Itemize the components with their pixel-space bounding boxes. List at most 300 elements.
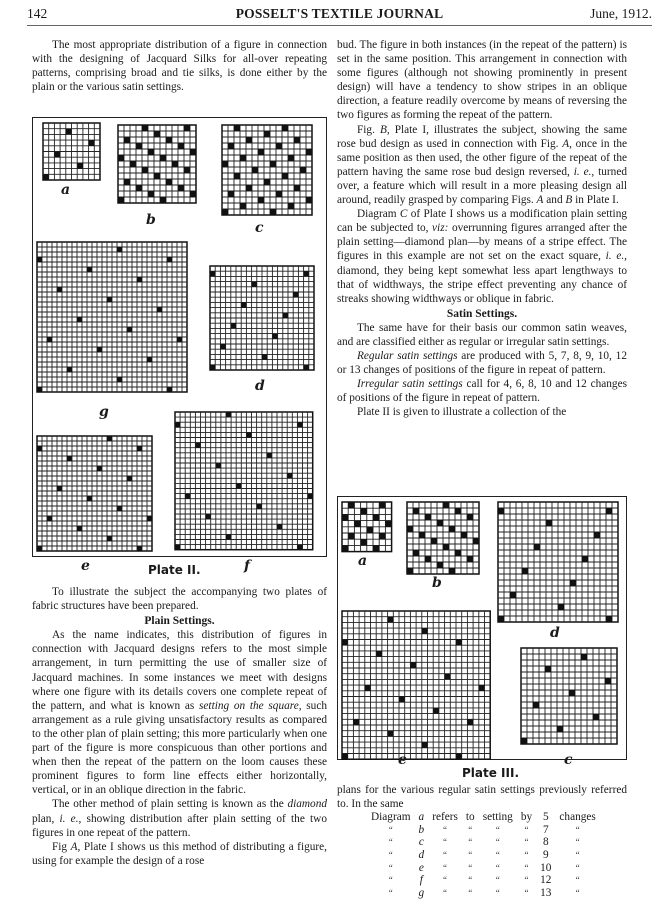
satin-point — [252, 167, 258, 173]
left-column-body — [32, 585, 327, 868]
diagram-cell-prefix: “ — [388, 824, 393, 835]
diagram-cell-letter: g — [418, 886, 425, 899]
satin-point — [54, 152, 60, 158]
satin-point — [47, 516, 52, 521]
satin-point — [97, 466, 102, 471]
diagram-label-b: b — [432, 575, 442, 591]
diagram-cell-prefix: Diagram — [371, 811, 411, 824]
diagram-cell-w3: “ — [495, 887, 500, 898]
satin-point — [37, 257, 42, 262]
satin-point — [184, 125, 190, 131]
satin-point — [455, 550, 461, 556]
diagram-label-c: c — [564, 752, 573, 768]
satin-point — [240, 203, 246, 209]
satin-point — [178, 185, 184, 191]
satin-point — [148, 149, 154, 155]
diagram-cell-letter: d — [418, 848, 425, 861]
satin-point — [367, 527, 373, 533]
diagram-cell-letter: e — [418, 861, 424, 874]
satin-point — [137, 446, 142, 451]
satin-point — [234, 125, 240, 131]
satin-point — [431, 538, 437, 544]
diagram-cell-unit: “ — [575, 824, 580, 835]
satin-point — [206, 514, 211, 519]
diagram-cell-w1: “ — [443, 837, 448, 848]
satin-point — [210, 271, 215, 276]
satin-point — [510, 592, 516, 598]
satin-point — [342, 514, 348, 520]
satin-point — [77, 526, 82, 531]
satin-point — [473, 538, 479, 544]
satin-point — [124, 137, 130, 143]
satin-point — [252, 282, 257, 287]
satin-point — [210, 365, 215, 370]
emphasis: i. e., — [59, 812, 82, 825]
text-run: Fig. — [357, 123, 380, 136]
satin-point — [190, 149, 196, 155]
satin-point — [373, 545, 379, 551]
satin-point — [422, 628, 428, 634]
diagram-cell-w2: “ — [468, 862, 473, 873]
diagram-cell-w3: setting — [482, 811, 513, 824]
satin-diagram-a — [341, 501, 393, 553]
page-number: 142 — [27, 6, 48, 21]
satin-point — [419, 532, 425, 538]
satin-point — [288, 155, 294, 161]
paragraph: bud. The figure in both instances (in the repeat of the pattern) is set in the same position. This arrangement in connection with some figures (although not showing prominently in present design) will have a tendency to show stripes in an oblique direction, a feature readily overcome by means of reversing the two figures as forming the repeat of the pattern. — [337, 39, 627, 122]
paragraph — [337, 377, 627, 405]
satin-point — [498, 616, 504, 622]
diagram-cell-num: 7 — [542, 823, 549, 836]
emphasis: Regular satin settings — [357, 350, 458, 363]
satin-point — [118, 155, 124, 161]
satin-point — [137, 546, 142, 551]
satin-point — [127, 327, 132, 332]
satin-point — [437, 562, 443, 568]
diagram-cell-w4: by — [520, 811, 533, 824]
text-run: diamond, they being kept somewhat less apart lengthways to that of widthways, the stripe effect preventing any chance of streaks showing widthways or oblique in fabric. — [337, 264, 627, 305]
satin-point — [262, 354, 267, 359]
satin-point — [226, 534, 231, 539]
satin-point — [288, 203, 294, 209]
satin-point — [407, 568, 413, 574]
satin-point — [118, 197, 124, 203]
satin-point — [175, 422, 180, 427]
satin-point — [67, 367, 72, 372]
satin-point — [154, 173, 160, 179]
satin-point — [175, 545, 180, 550]
satin-point — [306, 197, 312, 203]
emphasis: Irregular satin settings — [357, 378, 463, 391]
header-rule — [27, 25, 652, 26]
satin-point — [216, 463, 221, 468]
paragraph — [337, 123, 627, 208]
diagram-cell-letter: f — [419, 874, 423, 887]
satin-point — [534, 544, 540, 550]
satin-point — [195, 443, 200, 448]
text-run: in Plate I. — [572, 194, 619, 207]
diagram-label-a: a — [358, 553, 368, 569]
satin-point — [117, 377, 122, 382]
satin-point — [456, 754, 462, 760]
section-heading-plain-settings: Plain Settings. — [144, 615, 215, 628]
satin-point — [581, 654, 587, 660]
diagram-cell-w1: “ — [443, 862, 448, 873]
diagram-cell-w2: “ — [468, 875, 473, 886]
satin-point — [413, 550, 419, 556]
paragraph: To illustrate the subject the accompanying two plates of fabric structures have been prepared. — [32, 586, 327, 613]
satin-point — [234, 173, 240, 179]
text-run: Plate I shows us this method of distributing a figure, using for example the design of a rose — [32, 840, 327, 867]
satin-point — [184, 167, 190, 173]
diagram-cell-w2: “ — [468, 887, 473, 898]
emphasis: A — [536, 194, 544, 207]
satin-point — [87, 267, 92, 272]
text-run: once in the same position as then used, the other figure of the repeat of the pattern having the same rose bud design reversed, — [337, 137, 627, 178]
satin-diagram-f — [174, 411, 314, 551]
satin-point — [258, 149, 264, 155]
paragraph: The most appropriate distribution of a figure in connection with the designing of Jacquard Silks for all-over repeating patterns, comprising broad and tie silks, is done either by the plain or the various satin settings. — [32, 39, 327, 94]
paragraph: Plate II is given to illustrate a collection of the — [357, 406, 567, 419]
diagram-label-e: e — [81, 558, 90, 574]
satin-point — [57, 287, 62, 292]
diagram-cell-unit: “ — [575, 887, 580, 898]
satin-point — [177, 337, 182, 342]
emphasis: viz: — [432, 222, 449, 235]
satin-point — [267, 453, 272, 458]
satin-point — [241, 302, 246, 307]
satin-point — [467, 514, 473, 520]
emphasis: B — [565, 194, 573, 207]
text-run: Fig — [52, 840, 71, 853]
satin-point — [97, 347, 102, 352]
satin-point — [287, 473, 292, 478]
satin-point — [461, 532, 467, 538]
emphasis: i. e., — [573, 165, 595, 178]
satin-point — [258, 197, 264, 203]
satin-point — [294, 137, 300, 143]
satin-point — [443, 544, 449, 550]
paragraph: plans for the various regular satin settings previously referred to. In the same — [337, 784, 627, 811]
diagram-cell-w1: “ — [443, 824, 448, 835]
right-column-diagram-list — [337, 783, 627, 899]
satin-point — [388, 731, 394, 737]
satin-point — [606, 616, 612, 622]
diagram-row — [367, 824, 600, 837]
satin-point — [570, 580, 576, 586]
diagram-label-d: d — [550, 625, 560, 641]
satin-point — [277, 524, 282, 529]
text-run: showing distribution after plain setting of the two figures in one repeat of the pattern. — [32, 812, 327, 839]
satin-point — [67, 456, 72, 461]
satin-point — [342, 545, 348, 551]
satin-point — [593, 714, 599, 720]
satin-point — [282, 125, 288, 131]
satin-point — [236, 483, 241, 488]
satin-point — [264, 131, 270, 137]
satin-point — [306, 149, 312, 155]
section-heading-satin-settings: Satin Settings. — [446, 307, 518, 320]
satin-point — [379, 533, 385, 539]
paragraph — [337, 349, 627, 377]
diagram-cell-w2: “ — [468, 849, 473, 860]
satin-point — [425, 556, 431, 562]
diagram-cell-unit: “ — [575, 862, 580, 873]
satin-point — [228, 191, 234, 197]
satin-point — [37, 446, 42, 451]
satin-point — [57, 486, 62, 491]
diagram-cell-w4: “ — [524, 887, 529, 898]
diagram-label-d: d — [255, 378, 265, 394]
satin-point — [77, 317, 82, 322]
satin-point — [521, 738, 527, 744]
satin-point — [388, 617, 394, 623]
satin-point — [308, 494, 313, 499]
diagram-cell-w4: “ — [524, 849, 529, 860]
satin-point — [222, 161, 228, 167]
satin-point — [47, 337, 52, 342]
satin-point — [533, 702, 539, 708]
text-run: As the name indicates, this distribution of figures in connection with Jacquard designs refers to the most simple arrangement, in turn permitting the use of smaller size of Jacquard machines. In some instances we meet with designs where one figure with its details covers one complete repeat of the pattern, and what is known as — [32, 629, 327, 712]
satin-point — [354, 521, 360, 527]
satin-point — [257, 504, 262, 509]
satin-point — [455, 508, 461, 514]
satin-point — [66, 129, 72, 135]
satin-point — [558, 604, 564, 610]
satin-point — [185, 494, 190, 499]
satin-point — [137, 277, 142, 282]
satin-point — [297, 422, 302, 427]
satin-point — [294, 185, 300, 191]
satin-point — [107, 536, 112, 541]
diagram-changes-table — [367, 811, 600, 899]
satin-point — [365, 685, 371, 691]
satin-point — [342, 754, 348, 760]
satin-point — [107, 436, 112, 441]
satin-point — [422, 742, 428, 748]
satin-point — [283, 313, 288, 318]
satin-point — [456, 640, 462, 646]
satin-point — [272, 334, 277, 339]
satin-point — [37, 546, 42, 551]
satin-point — [172, 161, 178, 167]
diagram-cell-prefix: “ — [388, 849, 393, 860]
diagram-row — [367, 887, 600, 900]
satin-point — [270, 161, 276, 167]
plate-iii-figure — [337, 496, 627, 768]
diagram-cell-w1: “ — [443, 849, 448, 860]
satin-point — [37, 387, 42, 392]
satin-point — [89, 140, 95, 146]
satin-point — [167, 387, 172, 392]
satin-point — [498, 508, 504, 514]
emphasis: C — [399, 208, 408, 221]
grid-frame — [37, 436, 152, 551]
satin-point — [136, 185, 142, 191]
satin-point — [226, 412, 231, 417]
satin-point — [130, 161, 136, 167]
satin-diagram-b — [406, 501, 480, 575]
satin-point — [117, 506, 122, 511]
satin-point — [282, 173, 288, 179]
emphasis: B, — [379, 123, 390, 136]
diagram-label-e: e — [398, 752, 407, 768]
satin-point — [270, 209, 276, 215]
emphasis: diamond — [287, 798, 327, 811]
diagram-cell-num: 9 — [542, 848, 549, 861]
satin-point — [157, 307, 162, 312]
satin-point — [160, 155, 166, 161]
satin-point — [413, 508, 419, 514]
diagram-cell-w3: “ — [495, 862, 500, 873]
satin-point — [178, 143, 184, 149]
diagram-label-f: f — [244, 558, 251, 574]
paragraph — [32, 628, 327, 797]
satin-point — [304, 271, 309, 276]
diagram-cell-prefix: “ — [388, 887, 393, 898]
satin-point — [166, 179, 172, 185]
satin-point — [376, 651, 382, 657]
satin-point — [479, 685, 485, 691]
satin-point — [385, 521, 391, 527]
diagram-cell-num: 12 — [540, 874, 552, 887]
satin-point — [293, 292, 298, 297]
satin-point — [433, 708, 439, 714]
satin-point — [582, 556, 588, 562]
satin-point — [407, 526, 413, 532]
diagram-cell-w1: “ — [443, 887, 448, 898]
diagram-row — [367, 862, 600, 875]
satin-diagram-a — [42, 122, 101, 181]
satin-point — [467, 719, 473, 725]
satin-point — [166, 137, 172, 143]
satin-point — [361, 539, 367, 545]
text-run: and — [543, 194, 566, 207]
satin-point — [167, 257, 172, 262]
satin-point — [147, 357, 152, 362]
plate-iii-caption: Plate III. — [462, 766, 520, 780]
diagram-cell-w1: “ — [443, 875, 448, 886]
diagram-cell-w4: “ — [524, 862, 529, 873]
satin-point — [449, 568, 455, 574]
satin-point — [399, 697, 405, 703]
satin-point — [569, 690, 575, 696]
satin-point — [246, 432, 251, 437]
satin-diagram-g — [36, 241, 188, 393]
satin-point — [605, 678, 611, 684]
running-header — [27, 6, 652, 26]
emphasis: A, — [70, 840, 81, 853]
satin-diagram-e — [341, 610, 491, 760]
diagram-row — [367, 811, 600, 824]
satin-point — [124, 179, 130, 185]
satin-point — [425, 514, 431, 520]
diagram-cell-w3: “ — [495, 824, 500, 835]
satin-diagram-e — [36, 435, 153, 552]
satin-point — [276, 143, 282, 149]
satin-point — [437, 520, 443, 526]
emphasis: setting on the square, — [199, 699, 302, 712]
paragraph — [337, 207, 627, 306]
diagram-cell-num: 10 — [540, 861, 552, 874]
satin-point — [361, 508, 367, 514]
diagram-cell-prefix: “ — [388, 837, 393, 848]
diagram-row — [367, 874, 600, 887]
text-run: The other method of plain setting is known as the — [52, 798, 288, 811]
satin-point — [557, 726, 563, 732]
diagram-label-b: b — [146, 212, 156, 228]
diagram-cell-num: 5 — [542, 811, 549, 824]
left-column-intro — [32, 38, 327, 94]
satin-point — [348, 502, 354, 508]
satin-point — [142, 125, 148, 131]
satin-point — [264, 179, 270, 185]
satin-point — [449, 526, 455, 532]
satin-point — [43, 174, 49, 180]
satin-point — [304, 365, 309, 370]
diagram-cell-prefix: “ — [388, 875, 393, 886]
diagram-cell-unit: “ — [575, 837, 580, 848]
satin-point — [594, 532, 600, 538]
satin-point — [220, 344, 225, 349]
diagram-cell-w2: to — [465, 811, 475, 824]
satin-point — [228, 143, 234, 149]
diagram-cell-w4: “ — [524, 875, 529, 886]
satin-point — [240, 155, 246, 161]
satin-point — [147, 516, 152, 521]
satin-point — [443, 502, 449, 508]
diagram-cell-w1: refers — [432, 811, 458, 824]
emphasis: i. e., — [605, 250, 627, 263]
satin-point — [160, 197, 166, 203]
emphasis: A, — [562, 137, 572, 150]
text-run: call for 4, 6, 8, 10 and 12 changes of positions of the figure in repeat of pattern. — [337, 378, 627, 405]
diagram-cell-unit: “ — [575, 875, 580, 886]
satin-point — [190, 191, 196, 197]
satin-point — [276, 191, 282, 197]
diagram-cell-letter: a — [418, 811, 425, 824]
satin-point — [246, 185, 252, 191]
diagram-cell-num: 8 — [542, 836, 549, 849]
satin-point — [87, 496, 92, 501]
satin-point — [148, 191, 154, 197]
satin-point — [127, 476, 132, 481]
satin-point — [154, 131, 160, 137]
satin-diagram-b — [117, 124, 197, 204]
satin-point — [373, 514, 379, 520]
satin-diagram-c — [520, 647, 618, 745]
satin-diagram-c — [221, 124, 313, 216]
diagram-cell-num: 13 — [540, 886, 552, 899]
plate-ii-caption: Plate II. — [148, 563, 201, 577]
diagram-label-c: c — [255, 220, 264, 236]
satin-point — [231, 323, 236, 328]
text-run: plan, — [32, 812, 60, 825]
journal-title: POSSELT'S TEXTILE JOURNAL — [235, 6, 444, 21]
right-column-body — [337, 38, 627, 420]
issue-date: June, 1912. — [590, 6, 652, 21]
grid-lines — [210, 266, 314, 370]
satin-point — [606, 508, 612, 514]
text-run: are produced with 5, 7, 8, 9, 10, 12 or 13 changes of positions of the figure in repeat of pattern. — [337, 350, 627, 377]
satin-point — [300, 167, 306, 173]
satin-point — [297, 545, 302, 550]
diagram-row — [367, 849, 600, 862]
diagram-cell-letter: b — [418, 823, 425, 836]
diagram-cell-prefix: “ — [388, 862, 393, 873]
diagram-cell-w4: “ — [524, 824, 529, 835]
diagram-label-g: g — [99, 404, 109, 420]
